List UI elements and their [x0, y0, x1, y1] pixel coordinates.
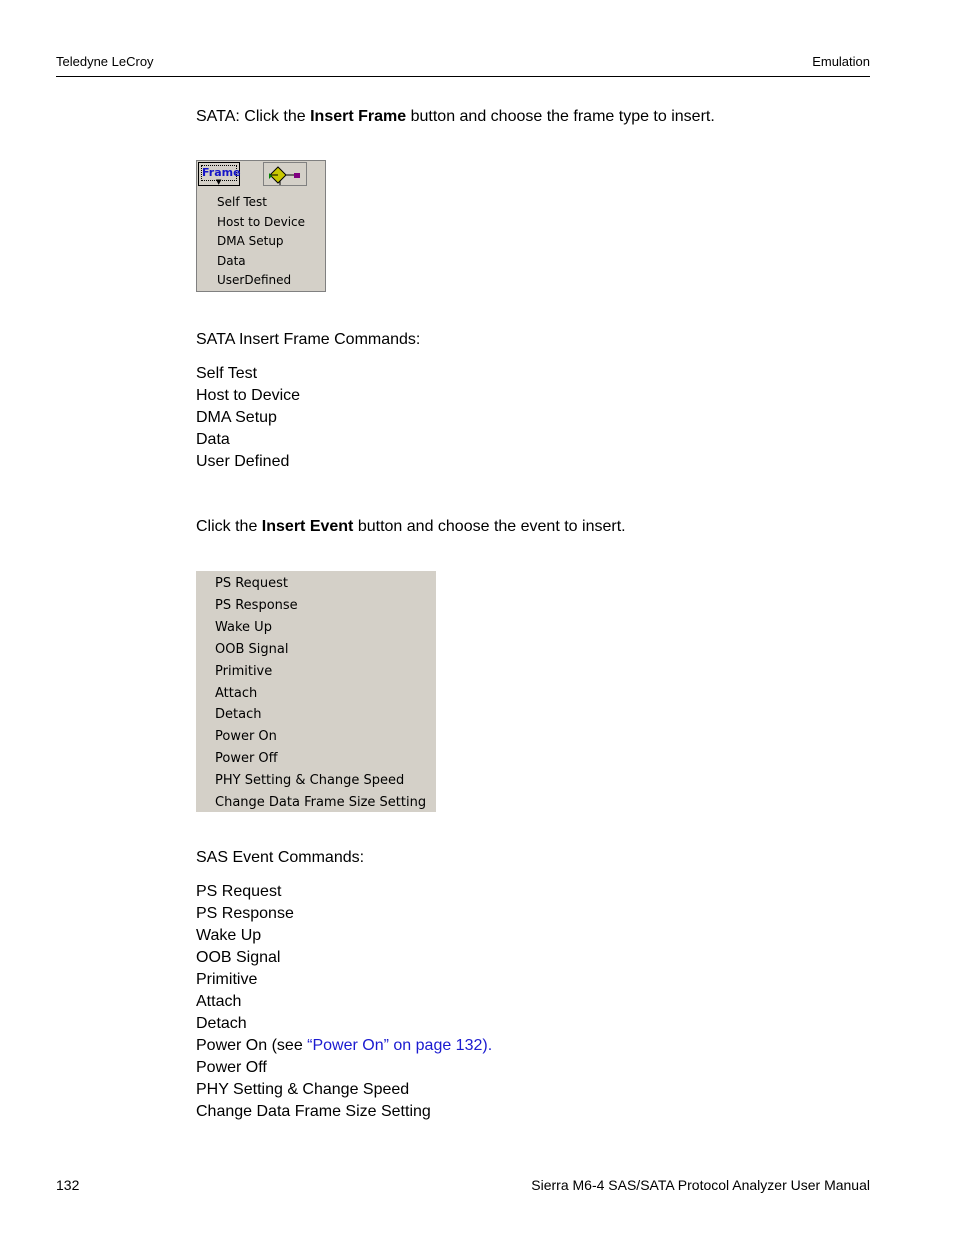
sas-commands-heading: SAS Event Commands:	[196, 849, 365, 866]
list-item: Data	[196, 431, 230, 448]
list-item: PS Request	[196, 883, 282, 900]
menu-item[interactable]: Data	[217, 253, 246, 268]
list-item: User Defined	[196, 453, 290, 470]
sas-commands-list	[196, 881, 492, 1123]
menu-item[interactable]: Power On	[215, 729, 277, 745]
menu-item[interactable]: OOB Signal	[215, 641, 289, 657]
list-item: OOB Signal	[196, 949, 281, 966]
menu-item[interactable]: PS Request	[215, 576, 289, 591]
list-item: Attach	[196, 993, 242, 1010]
dropdown-arrow-icon: ▼	[216, 178, 222, 186]
insert-event-screenshot	[196, 571, 436, 812]
header-company: Teledyne LeCroy	[56, 54, 154, 69]
list-item: Detach	[196, 1015, 247, 1032]
menu-item[interactable]: Wake Up	[215, 619, 272, 635]
event-type-menu	[215, 573, 426, 814]
list-item: Change Data Frame Size Setting	[196, 1103, 431, 1120]
menu-item[interactable]: Power Off	[215, 751, 278, 767]
menu-item[interactable]: UserDefined	[217, 273, 292, 287]
list-item: Power Off	[196, 1059, 267, 1076]
menu-item[interactable]: Change Data Frame Size Setting	[215, 795, 427, 811]
frame-button-label: Frame	[202, 166, 241, 179]
menu-item[interactable]: Attach	[215, 685, 258, 701]
list-item: PHY Setting & Change Speed	[196, 1081, 410, 1098]
event-intro-paragraph: Click the Insert Event button and choose the event to insert.	[196, 518, 626, 535]
list-item: Wake Up	[196, 927, 262, 944]
insert-event-term: Insert Event	[261, 518, 354, 535]
menu-item[interactable]: Host to Device	[217, 214, 306, 229]
sata-commands-heading: SATA Insert Frame Commands:	[196, 331, 421, 348]
menu-item[interactable]: Self Test	[217, 195, 268, 209]
list-item: PS Response	[196, 905, 294, 922]
insert-event-icon	[268, 165, 302, 185]
menu-item[interactable]: DMA Setup	[217, 234, 284, 248]
insert-event-button[interactable]	[263, 162, 307, 186]
page-number: 132	[56, 1177, 80, 1193]
list-item: Primitive	[196, 971, 258, 988]
sata-commands-list	[196, 363, 300, 473]
list-item: DMA Setup	[196, 409, 277, 426]
menu-item[interactable]: PHY Setting & Change Speed	[215, 773, 405, 789]
menu-item[interactable]: PS Response	[215, 597, 298, 613]
sata-intro-paragraph: SATA: Click the Insert Frame button and choose the frame type to insert.	[196, 108, 715, 125]
menu-item[interactable]: Primitive	[215, 663, 273, 679]
insert-frame-term: Insert Frame	[310, 108, 407, 125]
list-item: Host to Device	[196, 387, 301, 404]
page-header	[56, 54, 870, 77]
page-footer	[56, 1177, 870, 1197]
list-item: Self Test	[196, 365, 258, 382]
manual-title: Sierra M6-4 SAS/SATA Protocol Analyzer User Manual	[531, 1177, 870, 1193]
header-section: Emulation	[812, 54, 870, 69]
frame-type-menu	[217, 193, 305, 291]
frame-toolbar	[197, 161, 325, 189]
power-on-link[interactable]: “Power On” on page 132).	[307, 1037, 493, 1054]
insert-frame-button[interactable]	[198, 162, 240, 186]
insert-frame-screenshot	[196, 160, 326, 292]
menu-item[interactable]: Detach	[215, 707, 262, 723]
list-item-power-on: Power On (see “Power On” on page 132).	[196, 1037, 493, 1054]
